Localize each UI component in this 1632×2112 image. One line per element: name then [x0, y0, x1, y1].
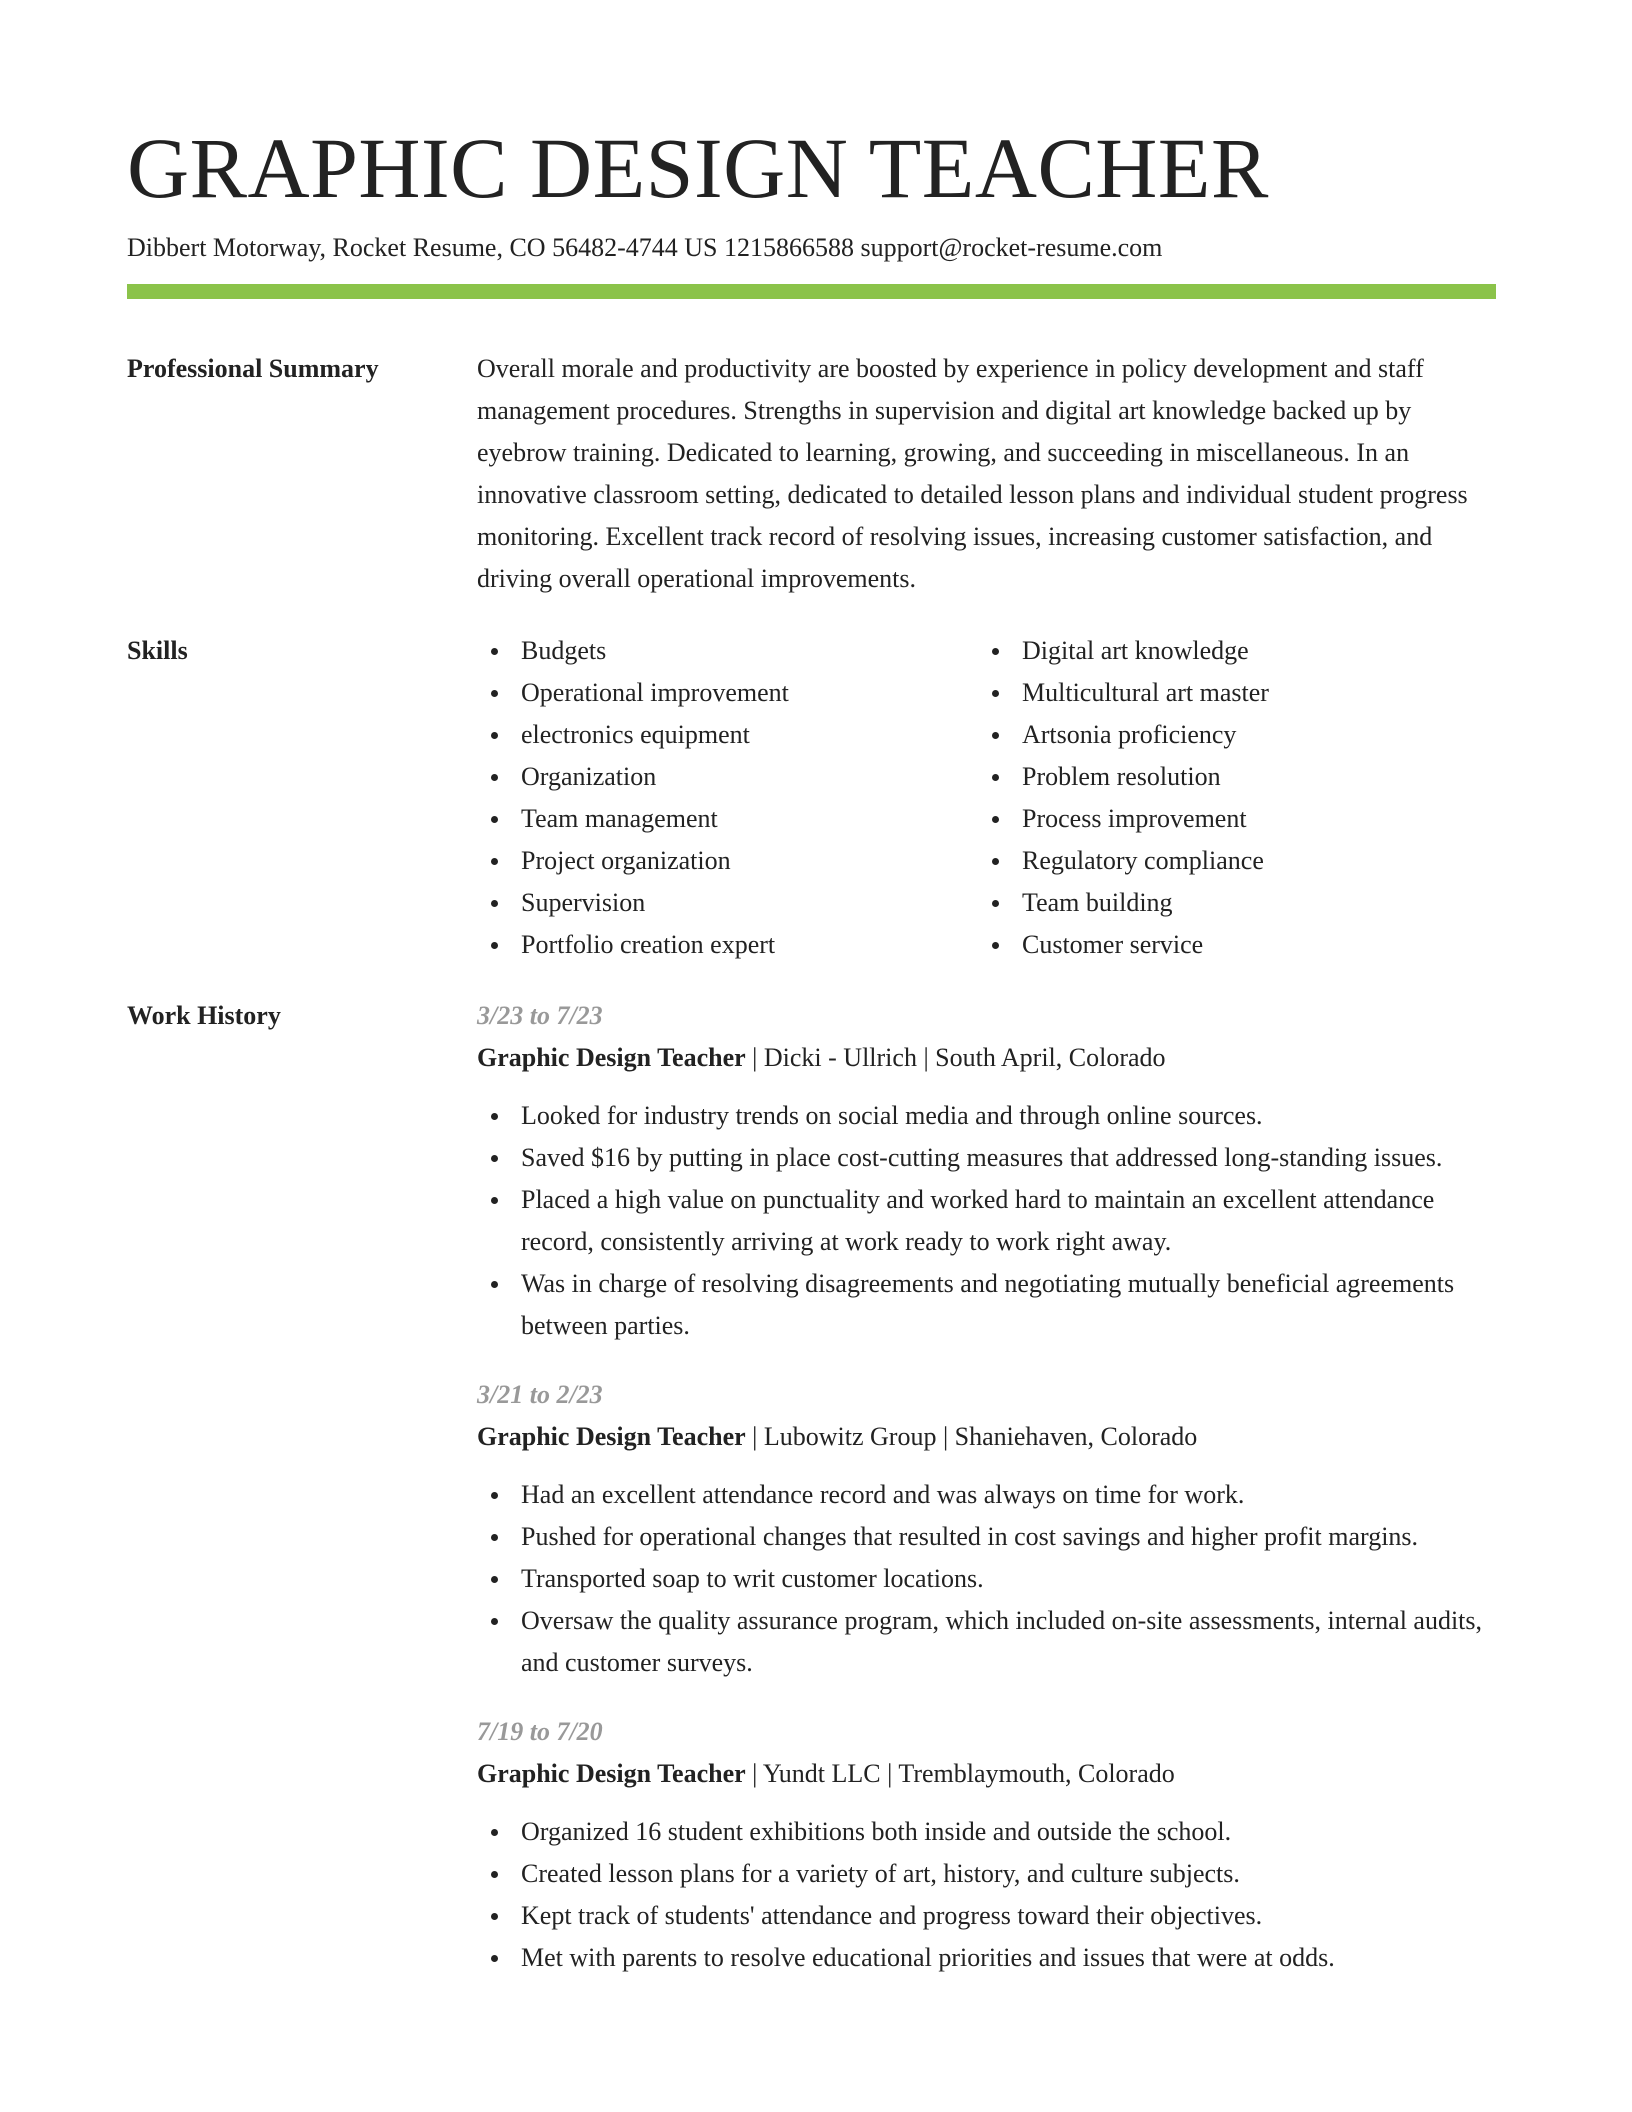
work-history-heading: Work History: [127, 1001, 281, 1030]
skill-item: Organization: [477, 756, 978, 798]
skill-item: Team management: [477, 798, 978, 840]
summary-heading: Professional Summary: [127, 354, 379, 383]
job-bullet: Kept track of students' attendance and progress toward their objectives.: [477, 1895, 1496, 1937]
skill-item: Multicultural art master: [978, 672, 1479, 714]
job-employer: | Dicki - Ullrich | South April, Colorado: [745, 1043, 1166, 1072]
job-bullets: [477, 1474, 1496, 1684]
job-employer: | Lubowitz Group | Shaniehaven, Colorado: [745, 1422, 1198, 1451]
job-title-line: [477, 1037, 1496, 1079]
job-bullets: [477, 1095, 1496, 1347]
job-entry: [477, 1374, 1496, 1684]
skill-item: Operational improvement: [477, 672, 978, 714]
job-bullet: Had an excellent attendance record and was always on time for work.: [477, 1474, 1496, 1516]
job-title-line: [477, 1753, 1496, 1795]
job-entry: [477, 995, 1496, 1347]
job-entry: [477, 1711, 1496, 1979]
job-dates: 3/23 to 7/23: [477, 1001, 603, 1030]
skills-list-left: [477, 630, 978, 966]
job-bullet: Created lesson plans for a variety of art, history, and culture subjects.: [477, 1853, 1496, 1895]
skill-item: Problem resolution: [978, 756, 1479, 798]
job-bullet: Organized 16 student exhibitions both inside and outside the school.: [477, 1811, 1496, 1853]
job-dates: 3/21 to 2/23: [477, 1380, 603, 1409]
job-bullet: Oversaw the quality assurance program, which included on-site assessments, internal audits, and customer surveys.: [477, 1600, 1496, 1684]
job-bullets: [477, 1811, 1496, 1979]
skill-item: Supervision: [477, 882, 978, 924]
skill-item: Budgets: [477, 630, 978, 672]
job-bullet: Placed a high value on punctuality and worked hard to maintain an excellent attendance record, consistently arriving at work ready to work right away.: [477, 1179, 1496, 1263]
job-dates: 7/19 to 7/20: [477, 1717, 603, 1746]
contact-line: Dibbert Motorway, Rocket Resume, CO 56482-4744 US 1215866588 support@rocket-resume.com: [127, 233, 1163, 262]
job-bullet: Pushed for operational changes that resulted in cost savings and higher profit margins.: [477, 1516, 1496, 1558]
job-bullet: Was in charge of resolving disagreements and negotiating mutually beneficial agreements between parties.: [477, 1263, 1496, 1347]
skill-item: electronics equipment: [477, 714, 978, 756]
skills-list-right: [978, 630, 1479, 966]
job-title: Graphic Design Teacher: [477, 1422, 746, 1451]
job-title: Graphic Design Teacher: [477, 1043, 746, 1072]
skill-item: Portfolio creation expert: [477, 924, 978, 966]
summary-text: Overall morale and productivity are boosted by experience in policy development and staff management procedures. Strengths in supervision and digital art knowledge backed up by eyebrow training. Dedicated to learning, growing, and succeeding in miscellaneous. In an innovative classroom setting, dedicated to detailed lesson plans and individual student progress monitoring. Excellent track record of resolving issues, increasing customer satisfaction, and driving overall operational improvements.: [477, 354, 1468, 593]
skill-item: Regulatory compliance: [978, 840, 1479, 882]
job-title-line: [477, 1416, 1496, 1458]
accent-divider: [127, 284, 1496, 299]
skill-item: Artsonia proficiency: [978, 714, 1479, 756]
resume-name: GRAPHIC DESIGN TEACHER: [127, 120, 1269, 216]
skill-item: Project organization: [477, 840, 978, 882]
job-bullet: Transported soap to writ customer locations.: [477, 1558, 1496, 1600]
job-employer: | Yundt LLC | Tremblaymouth, Colorado: [745, 1759, 1175, 1788]
skill-item: Digital art knowledge: [978, 630, 1479, 672]
skill-item: Team building: [978, 882, 1479, 924]
job-bullet: Looked for industry trends on social media and through online sources.: [477, 1095, 1496, 1137]
skills-heading: Skills: [127, 636, 188, 665]
job-title: Graphic Design Teacher: [477, 1759, 746, 1788]
job-bullet: Saved $16 by putting in place cost-cutting measures that addressed long-standing issues.: [477, 1137, 1496, 1179]
skill-item: Customer service: [978, 924, 1479, 966]
skill-item: Process improvement: [978, 798, 1479, 840]
job-bullet: Met with parents to resolve educational priorities and issues that were at odds.: [477, 1937, 1496, 1979]
